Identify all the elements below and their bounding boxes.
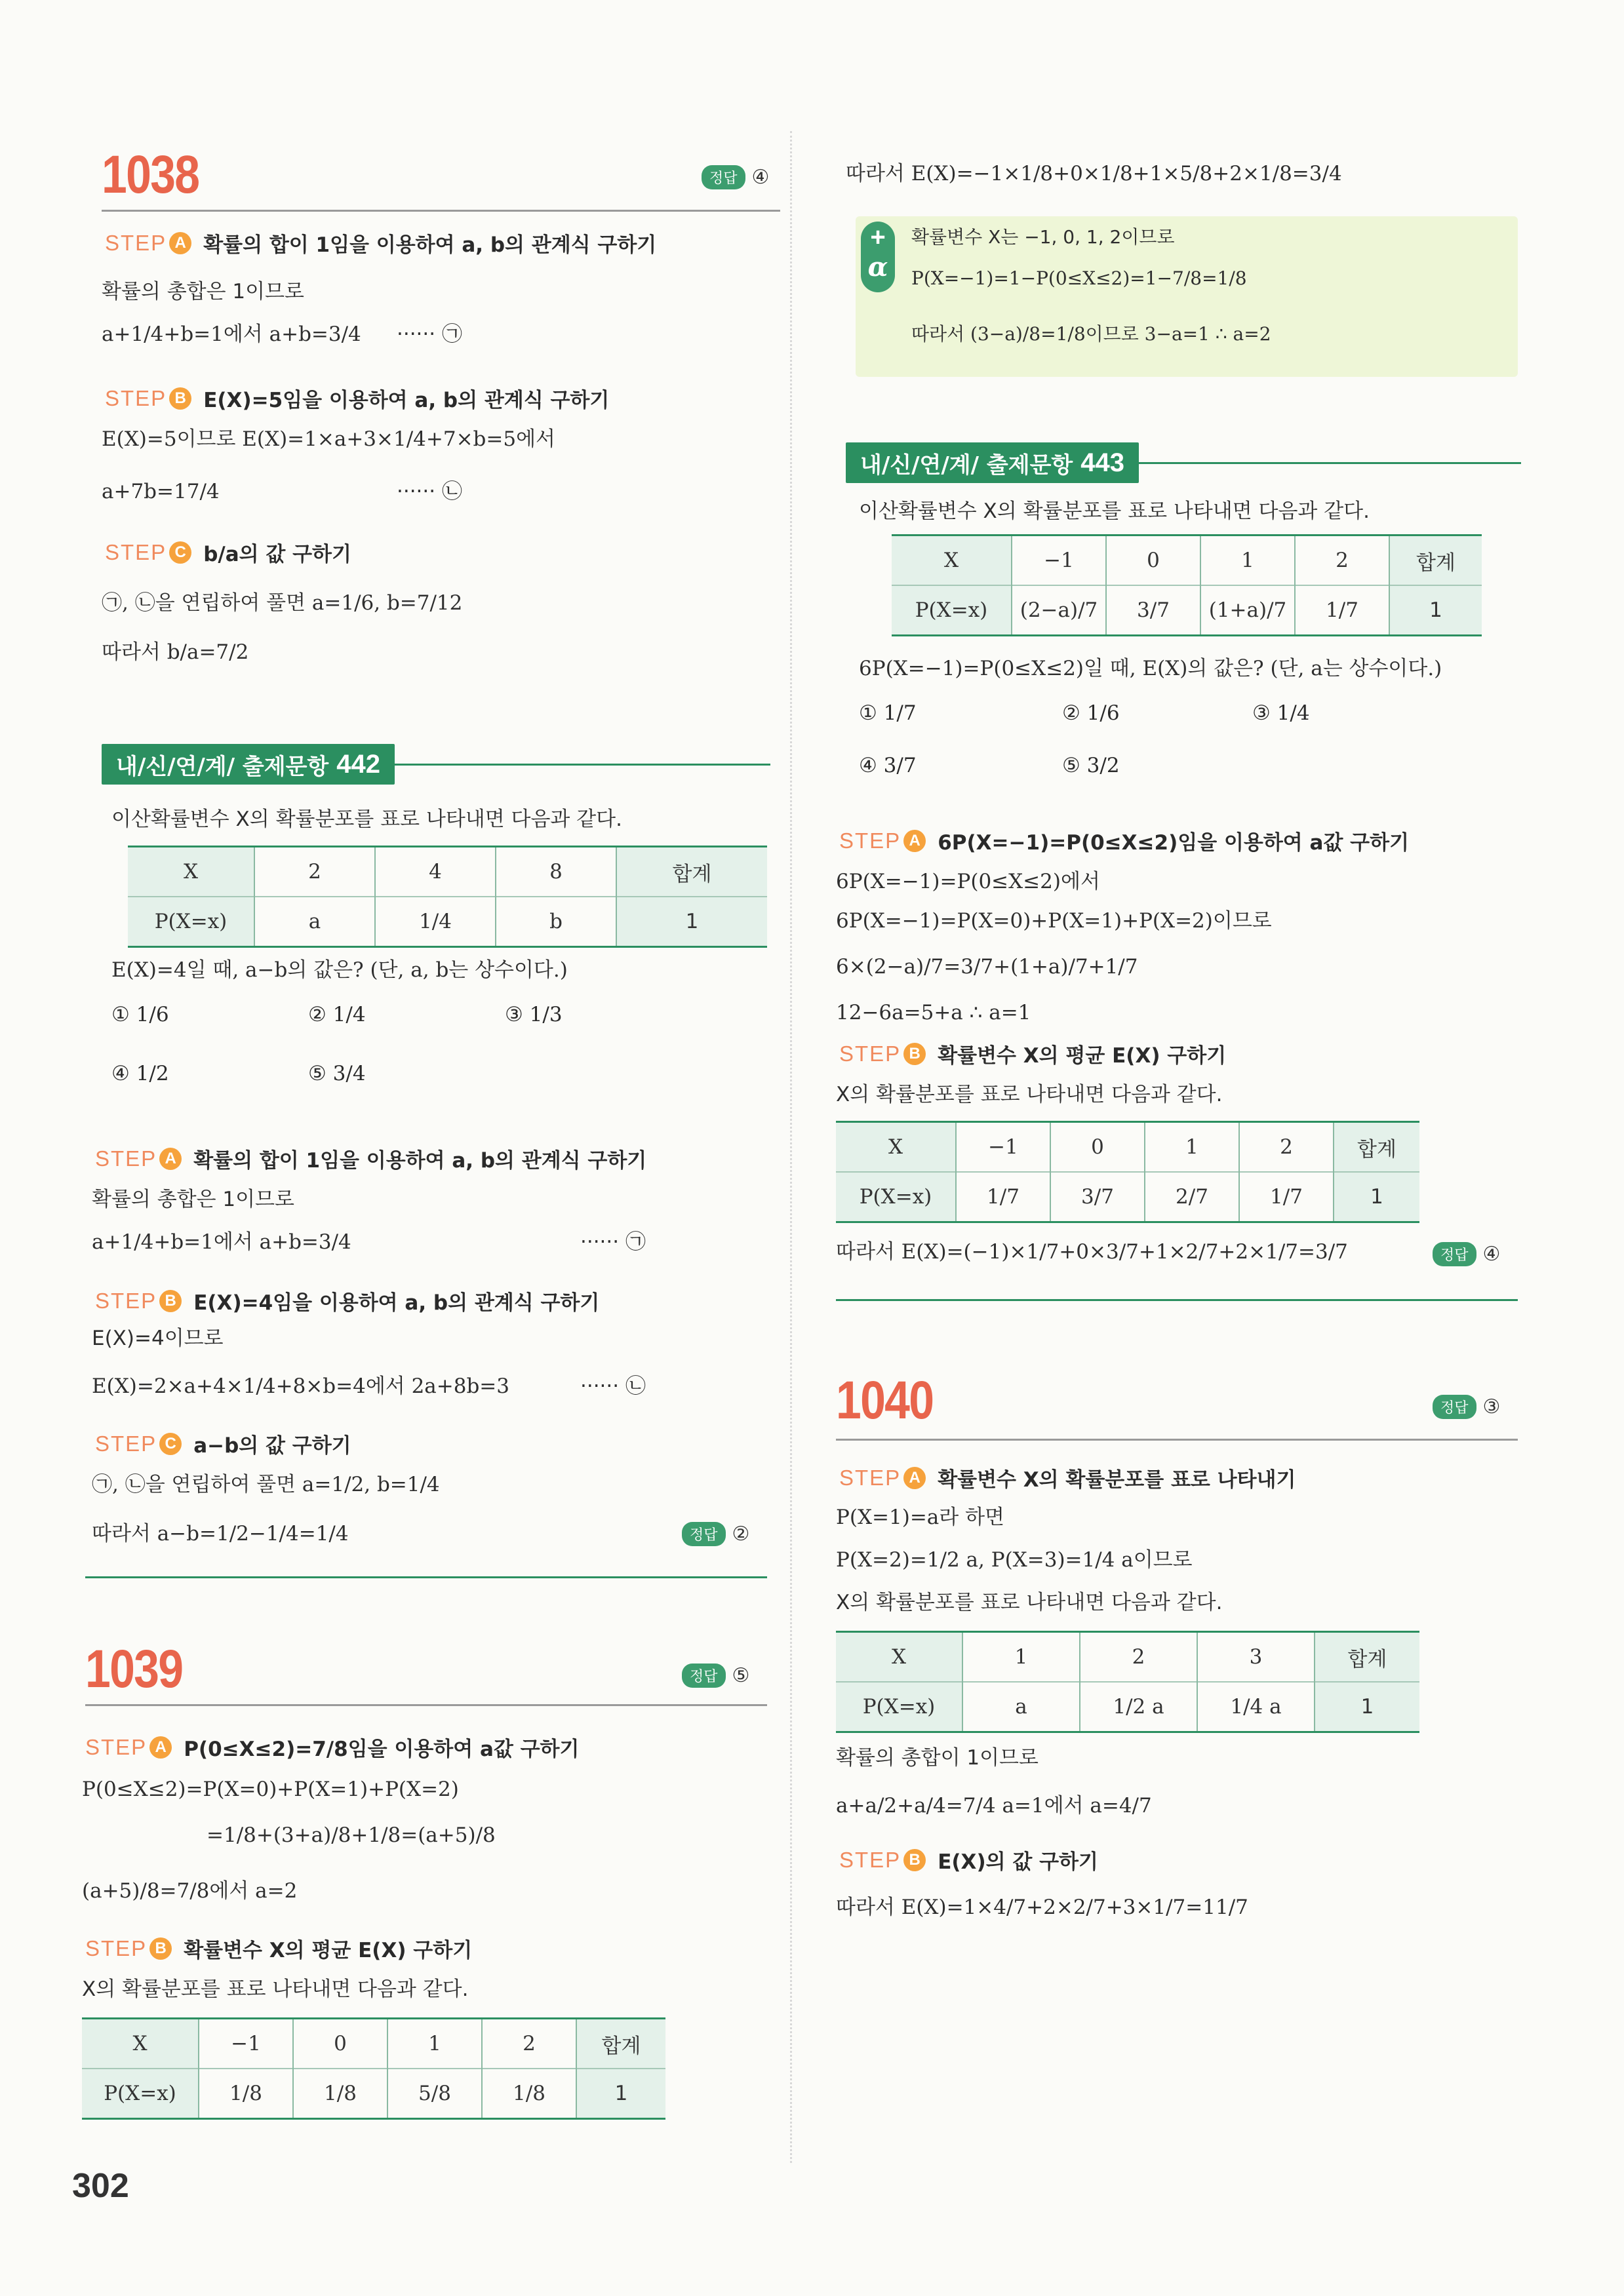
banner-443	[846, 442, 1521, 483]
equation: E(X)=5이므로 E(X)=1×a+3×1/4+7×b=5에서	[102, 427, 555, 451]
step-word: STEP	[95, 1146, 157, 1171]
choice: ⑤ 3/2	[1062, 754, 1120, 777]
table-cell: b	[496, 897, 616, 947]
equation: 12−6a=5+a ∴ a=1	[836, 1001, 1031, 1024]
table-cell: 2	[1295, 535, 1389, 586]
step-letter: A	[903, 830, 926, 852]
equation: (a+5)/8=7/8에서 a=2	[82, 1879, 298, 1903]
answer-1040	[1433, 1395, 1500, 1419]
step-title: E(X)=4임을 이용하여 a, b의 관계식 구하기	[193, 1291, 600, 1315]
table-row	[836, 1682, 1419, 1732]
table-cell: 3/7	[1106, 585, 1200, 636]
right-column	[836, 131, 1518, 2163]
step-title: E(X)=5임을 이용하여 a, b의 관계식 구하기	[203, 389, 610, 412]
text-line: X의 확률분포를 표로 나타내면 다음과 같다.	[82, 1977, 469, 2001]
table-cell: 1	[1334, 1172, 1419, 1222]
step-word: STEP	[105, 539, 167, 564]
step-word: STEP	[85, 1936, 148, 1960]
table-cell: 1	[616, 897, 767, 947]
text-line: 확률의 총합은 1이므로	[102, 280, 304, 303]
question-intro: 이산확률변수 X의 확률분포를 표로 나타내면 다음과 같다.	[111, 807, 622, 831]
table-cell: 1/4 a	[1197, 1682, 1315, 1732]
table-row	[836, 1632, 1419, 1683]
step-c-442	[95, 1429, 351, 1458]
answer-badge: 정답	[682, 1664, 726, 1688]
table-cell: 3	[1197, 1632, 1315, 1683]
table-cell: 1/8	[293, 2069, 387, 2119]
banner-label	[846, 442, 1139, 483]
choice: ④ 3/7	[859, 754, 917, 777]
answer-badge: 정답	[1433, 1242, 1476, 1266]
table-cell: 1	[1145, 1122, 1239, 1173]
step-title: 확률변수 X의 확률분포를 표로 나타내기	[938, 1468, 1296, 1492]
table-cell: 8	[496, 847, 616, 897]
table-cell: 1/7	[1239, 1172, 1334, 1222]
table-cell: P(X=x)	[82, 2069, 199, 2119]
table-cell: P(X=x)	[836, 1172, 956, 1222]
step-title: P(0≤X≤2)=7/8임을 이용하여 a값 구하기	[184, 1738, 580, 1761]
choice: ② 1/6	[1062, 701, 1120, 725]
text-line: X의 확률분포를 표로 나타내면 다음과 같다.	[836, 1083, 1223, 1106]
section-rule	[836, 1439, 1518, 1441]
table-row	[836, 1122, 1419, 1173]
step-word: STEP	[95, 1431, 157, 1456]
step-b-442	[95, 1286, 599, 1315]
table-cell: 1	[962, 1632, 1080, 1683]
table-row	[82, 2019, 665, 2069]
table-cell: 3/7	[1050, 1172, 1145, 1222]
table-cell: 2	[254, 847, 375, 897]
equation: =1/8+(3+a)/8+1/8=(a+5)/8	[207, 1823, 496, 1847]
equation: P(X=2)=1/2 a, P(X=3)=1/4 a이므로	[836, 1548, 1193, 1572]
step-a-443	[839, 826, 1409, 855]
table-cell: 1/8	[199, 2069, 293, 2119]
step-letter: B	[159, 1290, 182, 1312]
step-word: STEP	[105, 385, 167, 410]
equation: a+1/4+b=1에서 a+b=3/4	[102, 322, 361, 346]
answer-mark: ⑤	[732, 1664, 750, 1687]
tip-line: 확률변수 X는 −1, 0, 1, 2이므로	[911, 226, 1175, 248]
left-column	[82, 131, 777, 2163]
table-cell: 1/4	[375, 897, 496, 947]
equation: 6P(X=−1)=P(X=0)+P(X=1)+P(X=2)이므로	[836, 909, 1272, 933]
table-cell: a	[254, 897, 375, 947]
table-cell: 1	[1389, 585, 1482, 636]
table-cell: 합계	[1389, 535, 1482, 586]
banner-line	[395, 764, 770, 766]
table-cell: P(X=x)	[836, 1682, 962, 1732]
table-cell: (2−a)/7	[1012, 585, 1106, 636]
banner-number: 443	[1080, 448, 1125, 477]
question-intro: 이산확률변수 X의 확률분포를 표로 나타내면 다음과 같다.	[859, 499, 1370, 523]
table-cell: P(X=x)	[128, 897, 254, 947]
answer-mark: ④	[1482, 1243, 1501, 1266]
step-letter: C	[169, 541, 191, 564]
table-cell: −1	[956, 1122, 1050, 1173]
tip-box	[856, 216, 1518, 377]
choice: ② 1/4	[308, 1003, 366, 1026]
step-b-1039	[85, 1934, 472, 1963]
step-letter: C	[159, 1433, 182, 1455]
step-word: STEP	[839, 828, 901, 853]
table-cell: X	[836, 1122, 956, 1173]
table-cell: X	[82, 2019, 199, 2069]
table-cell: 5/8	[387, 2069, 482, 2119]
table-cell: X	[128, 847, 254, 897]
equation: a+1/4+b=1에서 a+b=3/4	[92, 1230, 351, 1254]
equation: P(X=1)=a라 하면	[836, 1506, 1004, 1529]
tip-line: 따라서 (3−a)/8=1/8이므로 3−a=1 ∴ a=2	[911, 323, 1271, 345]
alpha-glyph: α	[867, 252, 888, 282]
answer-mark: ④	[751, 166, 770, 189]
step-word: STEP	[839, 1041, 901, 1066]
table-row	[128, 897, 767, 947]
choice: ③ 1/4	[1252, 701, 1310, 725]
step-title: 6P(X=−1)=P(0≤X≤2)임을 이용하여 a값 구하기	[938, 831, 1410, 855]
table-cell: 1/7	[1295, 585, 1389, 636]
table-cell: 1/2 a	[1080, 1682, 1197, 1732]
equation: 따라서 b/a=7/2	[102, 640, 249, 664]
banner-number: 442	[336, 749, 381, 779]
question-text: E(X)=4일 때, a−b의 값은? (단, a, b는 상수이다.)	[111, 958, 568, 982]
choice: ③ 1/3	[505, 1003, 563, 1026]
step-title: 확률변수 X의 평균 E(X) 구하기	[938, 1044, 1227, 1068]
step-a-442	[95, 1144, 646, 1173]
step-letter: A	[159, 1148, 182, 1170]
table-cell: 2	[1080, 1632, 1197, 1683]
table-cell: 4	[375, 847, 496, 897]
section-end-rule	[836, 1299, 1518, 1301]
answer-mark: ③	[1482, 1395, 1501, 1418]
step-letter: A	[903, 1467, 926, 1489]
table-cell: X	[892, 535, 1012, 586]
problem-number-1040: 1040	[836, 1371, 934, 1430]
step-word: STEP	[839, 1465, 901, 1490]
banner-line	[1139, 462, 1521, 464]
table-cell: 1/8	[482, 2069, 576, 2119]
banner-text: 내/신/연/계/ 출제문항	[860, 452, 1073, 478]
table-row	[892, 535, 1482, 586]
table-row	[82, 2069, 665, 2119]
table-cell: 합계	[616, 847, 767, 897]
equation-tag: ······ ㉡	[580, 1374, 646, 1398]
section-end-rule	[85, 1576, 767, 1578]
equation: a+7b=17/4	[102, 480, 220, 503]
step-word: STEP	[105, 230, 167, 255]
table-cell: 2	[1239, 1122, 1334, 1173]
table-cell: 1	[387, 2019, 482, 2069]
plus-glyph: +	[870, 223, 886, 252]
banner-label	[102, 744, 395, 785]
table-cell: X	[836, 1632, 962, 1683]
step-title: a−b의 값 구하기	[193, 1434, 351, 1458]
step-word: STEP	[95, 1288, 157, 1313]
plus-alpha-icon	[861, 222, 895, 292]
step-b-1038	[105, 383, 609, 413]
distribution-table-442	[128, 846, 767, 948]
section-rule	[102, 210, 780, 212]
table-cell: 1/7	[956, 1172, 1050, 1222]
text-line: X의 확률분포를 표로 나타내면 다음과 같다.	[836, 1591, 1223, 1614]
table-cell: a	[962, 1682, 1080, 1732]
page-number: 302	[72, 2167, 129, 2205]
table-cell: −1	[1012, 535, 1106, 586]
distribution-table-443-b	[836, 1121, 1419, 1223]
equation: 6×(2−a)/7=3/7+(1+a)/7+1/7	[836, 955, 1138, 979]
problem-number-1039: 1039	[85, 1639, 183, 1699]
equation: P(0≤X≤2)=P(X=0)+P(X=1)+P(X=2)	[82, 1778, 459, 1801]
answer-badge: 정답	[1433, 1395, 1476, 1419]
equation: ㉠, ㉡을 연립하여 풀면 a=1/2, b=1/4	[92, 1473, 440, 1496]
answer-mark: ②	[732, 1523, 750, 1546]
table-cell: 2/7	[1145, 1172, 1239, 1222]
equation: 따라서 a−b=1/2−1/4=1/4	[92, 1522, 349, 1546]
distribution-table-443	[892, 534, 1482, 636]
step-title: 확률변수 X의 평균 E(X) 구하기	[184, 1939, 473, 1962]
answer-badge: 정답	[682, 1522, 726, 1546]
table-cell: 합계	[576, 2019, 665, 2069]
table-cell: 0	[1106, 535, 1200, 586]
text-line: 확률의 총합이 1이므로	[836, 1746, 1039, 1770]
answer-1039	[682, 1664, 749, 1688]
answer-badge: 정답	[702, 165, 745, 189]
step-letter: B	[169, 387, 191, 410]
table-cell: 1	[576, 2069, 665, 2119]
step-letter: A	[169, 232, 191, 254]
step-word: STEP	[85, 1734, 148, 1759]
equation: E(X)=2×a+4×1/4+8×b=4에서 2a+8b=3	[92, 1374, 510, 1398]
banner-442	[102, 744, 770, 785]
table-cell: 0	[1050, 1122, 1145, 1173]
equation: 6P(X=−1)=P(0≤X≤2)에서	[836, 870, 1100, 893]
table-cell: 합계	[1334, 1122, 1419, 1173]
step-letter: B	[149, 1937, 172, 1960]
banner-text: 내/신/연/계/ 출제문항	[116, 753, 329, 780]
problem-number-1038: 1038	[102, 145, 199, 204]
step-title: 확률의 합이 1임을 이용하여 a, b의 관계식 구하기	[193, 1149, 647, 1173]
step-c-1038	[105, 537, 351, 567]
step-a-1039	[85, 1732, 579, 1762]
step-b-443	[839, 1039, 1226, 1068]
answer-442	[682, 1522, 749, 1546]
step-letter: B	[903, 1849, 926, 1871]
text-line: E(X)=4이므로	[92, 1327, 224, 1350]
step-b-1040	[839, 1845, 1098, 1875]
table-row	[128, 847, 767, 897]
step-a-1038	[105, 228, 656, 258]
choices-443	[859, 701, 1449, 806]
choices-442	[111, 1003, 702, 1121]
answer-443	[1433, 1242, 1500, 1266]
equation: ㉠, ㉡을 연립하여 풀면 a=1/6, b=7/12	[102, 591, 463, 615]
table-cell: 2	[482, 2019, 576, 2069]
table-row	[892, 585, 1482, 636]
equation-tag: ······ ㉡	[397, 480, 462, 503]
equation: 따라서 E(X)=(−1)×1/7+0×3/7+1×2/7+2×1/7=3/7	[836, 1240, 1348, 1264]
step-title: E(X)의 값 구하기	[938, 1850, 1098, 1874]
distribution-table-1040	[836, 1631, 1419, 1733]
choice: ④ 1/2	[111, 1062, 169, 1085]
section-rule	[85, 1704, 767, 1706]
table-cell: (1+a)/7	[1200, 585, 1295, 636]
equation-tag: ······ ㉠	[397, 322, 462, 346]
column-divider	[790, 131, 792, 2163]
equation-tag: ······ ㉠	[580, 1230, 646, 1254]
question-text: 6P(X=−1)=P(0≤X≤2)일 때, E(X)의 값은? (단, a는 상수이다.)	[859, 657, 1442, 680]
text-line: 확률의 총합은 1이므로	[92, 1188, 294, 1211]
table-cell: P(X=x)	[892, 585, 1012, 636]
choice: ① 1/6	[111, 1003, 169, 1026]
step-title: b/a의 값 구하기	[203, 543, 351, 566]
choice: ⑤ 3/4	[308, 1062, 366, 1085]
step-a-1040	[839, 1463, 1296, 1492]
step-letter: B	[903, 1043, 926, 1065]
step-word: STEP	[839, 1847, 901, 1872]
step-title: 확률의 합이 1임을 이용하여 a, b의 관계식 구하기	[203, 233, 657, 257]
table-cell: 0	[293, 2019, 387, 2069]
equation: a+a/2+a/4=7/4 a=1에서 a=4/7	[836, 1794, 1152, 1818]
distribution-table-1039	[82, 2017, 665, 2120]
table-cell: −1	[199, 2019, 293, 2069]
step-letter: A	[149, 1736, 172, 1759]
table-cell: 합계	[1315, 1632, 1419, 1683]
tip-line: P(X=−1)=1−P(0≤X≤2)=1−7/8=1/8	[911, 267, 1247, 289]
equation: 따라서 E(X)=1×4/7+2×2/7+3×1/7=11/7	[836, 1896, 1248, 1919]
equation: 따라서 E(X)=−1×1/8+0×1/8+1×5/8+2×1/8=3/4	[846, 162, 1342, 185]
table-cell: 1	[1200, 535, 1295, 586]
table-cell: 1	[1315, 1682, 1419, 1732]
answer-1038	[702, 165, 769, 189]
choice: ① 1/7	[859, 701, 917, 725]
table-row	[836, 1172, 1419, 1222]
